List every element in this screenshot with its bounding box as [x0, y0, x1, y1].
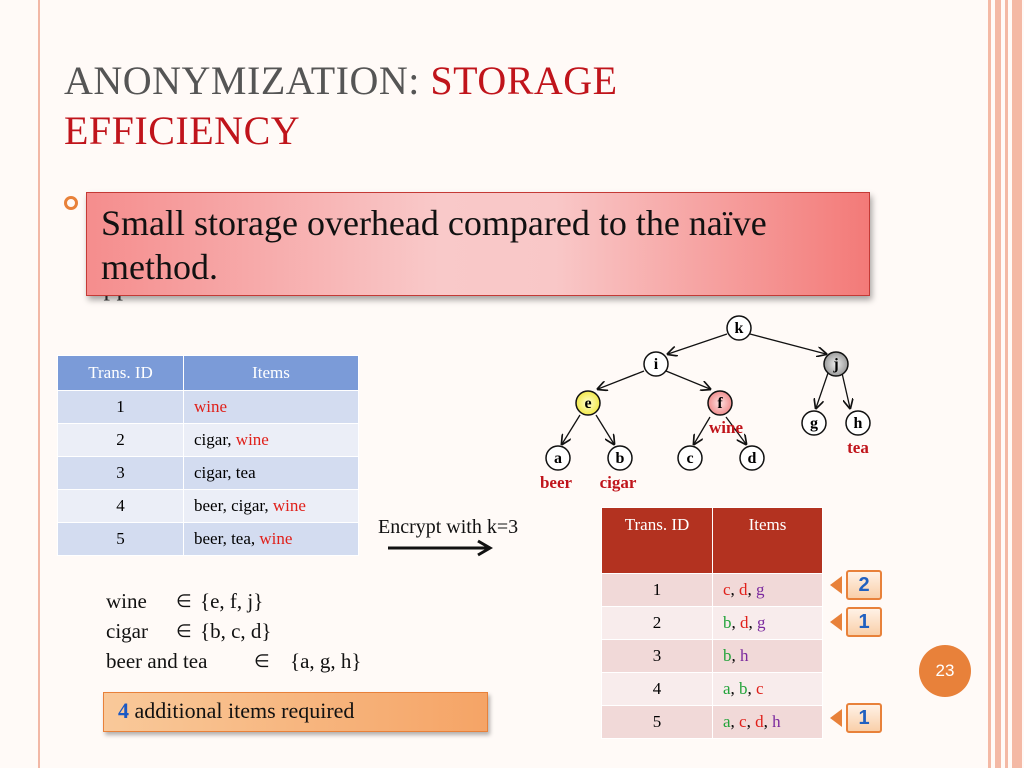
item-text: a [723, 679, 731, 698]
item-text: beer, tea, [194, 529, 260, 548]
element-of-symbol: ∈ [254, 651, 270, 671]
item-sets [106, 586, 362, 676]
element-of-symbol: ∈ [176, 621, 192, 641]
right-arrow-icon [388, 538, 498, 558]
title-prefix: ANONYMIZATION: [64, 58, 431, 103]
items-cell [713, 640, 823, 673]
generalization-tree [520, 310, 890, 500]
item-text: , [747, 580, 757, 599]
table-row [602, 607, 823, 640]
item-text: g [757, 613, 766, 632]
tree-leaf-label-a: beer [539, 473, 573, 492]
column-header: Trans. ID [58, 356, 184, 391]
item-text: , [746, 712, 756, 731]
items-cell [184, 391, 359, 424]
callout-box: Small storage overhead compared to the naïve method. [86, 192, 870, 296]
count-badge: 2 [846, 570, 882, 600]
trans-id-cell: 1 [602, 574, 713, 607]
tree-node-label: i [653, 356, 659, 373]
item-text: , [731, 613, 740, 632]
items-cell [713, 574, 823, 607]
item-text: wine [235, 430, 269, 449]
tree-node-label: k [734, 320, 744, 337]
original-transactions-table [57, 355, 359, 556]
result-box [103, 692, 488, 732]
encrypted-transactions-table [601, 507, 823, 739]
set-members: {b, c, d} [200, 619, 272, 643]
item-text: d [740, 613, 749, 632]
column-header: Trans. ID [602, 508, 713, 574]
count-badge: 1 [846, 607, 882, 637]
item-text: a [723, 712, 731, 731]
left-rule [38, 0, 40, 768]
item-text: g [756, 580, 765, 599]
badge-arrow-icon [830, 613, 842, 631]
tree-node-label: a [554, 450, 562, 467]
set-members: {a, g, h} [290, 649, 362, 673]
item-text: cigar, tea [194, 463, 256, 482]
items-cell [184, 523, 359, 556]
item-text: , [731, 646, 740, 665]
items-cell [184, 490, 359, 523]
trans-id-cell: 4 [602, 673, 713, 706]
item-text: , [748, 613, 757, 632]
item-text: h [772, 712, 781, 731]
tree-leaf-label-h: tea [847, 438, 869, 457]
tree-node-label: c [686, 450, 694, 467]
trans-id-cell: 2 [602, 607, 713, 640]
items-cell [713, 607, 823, 640]
slide-title [64, 56, 824, 156]
table-row [602, 673, 823, 706]
item-text: c [756, 679, 764, 698]
table-row [58, 391, 359, 424]
encrypt-label: Encrypt with k=3 [378, 516, 519, 538]
set-row [106, 616, 272, 646]
item-text: , [730, 580, 740, 599]
set-row [106, 586, 264, 616]
item-text: d [755, 712, 764, 731]
bullet-circle-icon [64, 196, 78, 210]
trans-id-cell: 5 [602, 706, 713, 739]
tree-node-label: g [810, 415, 818, 432]
item-text: c [739, 712, 747, 731]
item-text: , [730, 679, 740, 698]
item-text: wine [259, 529, 293, 548]
tree-node-label: b [615, 450, 625, 467]
item-text: , [763, 712, 773, 731]
set-members: {e, f, j} [200, 589, 264, 613]
table-row [602, 574, 823, 607]
table-row [58, 490, 359, 523]
item-text: c [723, 580, 731, 599]
badge-arrow-icon [830, 709, 842, 727]
tree-node-label: j [833, 356, 839, 373]
set-row [106, 646, 362, 676]
table-row [602, 640, 823, 673]
item-text: beer, cigar, [194, 496, 273, 515]
result-text: additional items required [129, 698, 355, 723]
items-cell [713, 673, 823, 706]
set-item: wine [106, 589, 147, 613]
tree-leaf-label-b: cigar [599, 473, 637, 492]
item-text: , [730, 712, 740, 731]
item-text: d [739, 580, 748, 599]
trans-id-cell: 4 [58, 490, 184, 523]
trans-id-cell: 1 [58, 391, 184, 424]
item-text: , [747, 679, 757, 698]
item-text: h [740, 646, 749, 665]
items-cell [184, 424, 359, 457]
title-accent: STORAGE EFFICIENCY [64, 58, 618, 153]
element-of-symbol: ∈ [176, 591, 192, 611]
trans-id-cell: 3 [58, 457, 184, 490]
item-text: b [739, 679, 748, 698]
item-text: wine [272, 496, 306, 515]
tree-node-label: h [853, 415, 863, 432]
set-item: beer and tea [106, 649, 208, 673]
tree-leaf-label-f: wine [709, 418, 743, 437]
items-cell [713, 706, 823, 739]
item-text: b [723, 646, 732, 665]
table-row [58, 523, 359, 556]
page-number: 23 [919, 645, 971, 697]
set-item: cigar [106, 619, 148, 643]
count-badge: 1 [846, 703, 882, 733]
table-row [58, 424, 359, 457]
column-header: Items [184, 356, 359, 391]
tree-node-label: f [717, 395, 723, 412]
item-text: cigar, [194, 430, 236, 449]
column-header: Items [713, 508, 823, 574]
item-text: wine [194, 397, 228, 416]
items-cell [184, 457, 359, 490]
table-row [602, 706, 823, 739]
right-stripes [984, 0, 1024, 768]
tree-node-label: e [584, 395, 592, 412]
result-count: 4 [118, 698, 129, 723]
badge-arrow-icon [830, 576, 842, 594]
table-row [58, 457, 359, 490]
tree-node-label: d [747, 450, 757, 467]
trans-id-cell: 3 [602, 640, 713, 673]
trans-id-cell: 5 [58, 523, 184, 556]
item-text: b [723, 613, 732, 632]
trans-id-cell: 2 [58, 424, 184, 457]
